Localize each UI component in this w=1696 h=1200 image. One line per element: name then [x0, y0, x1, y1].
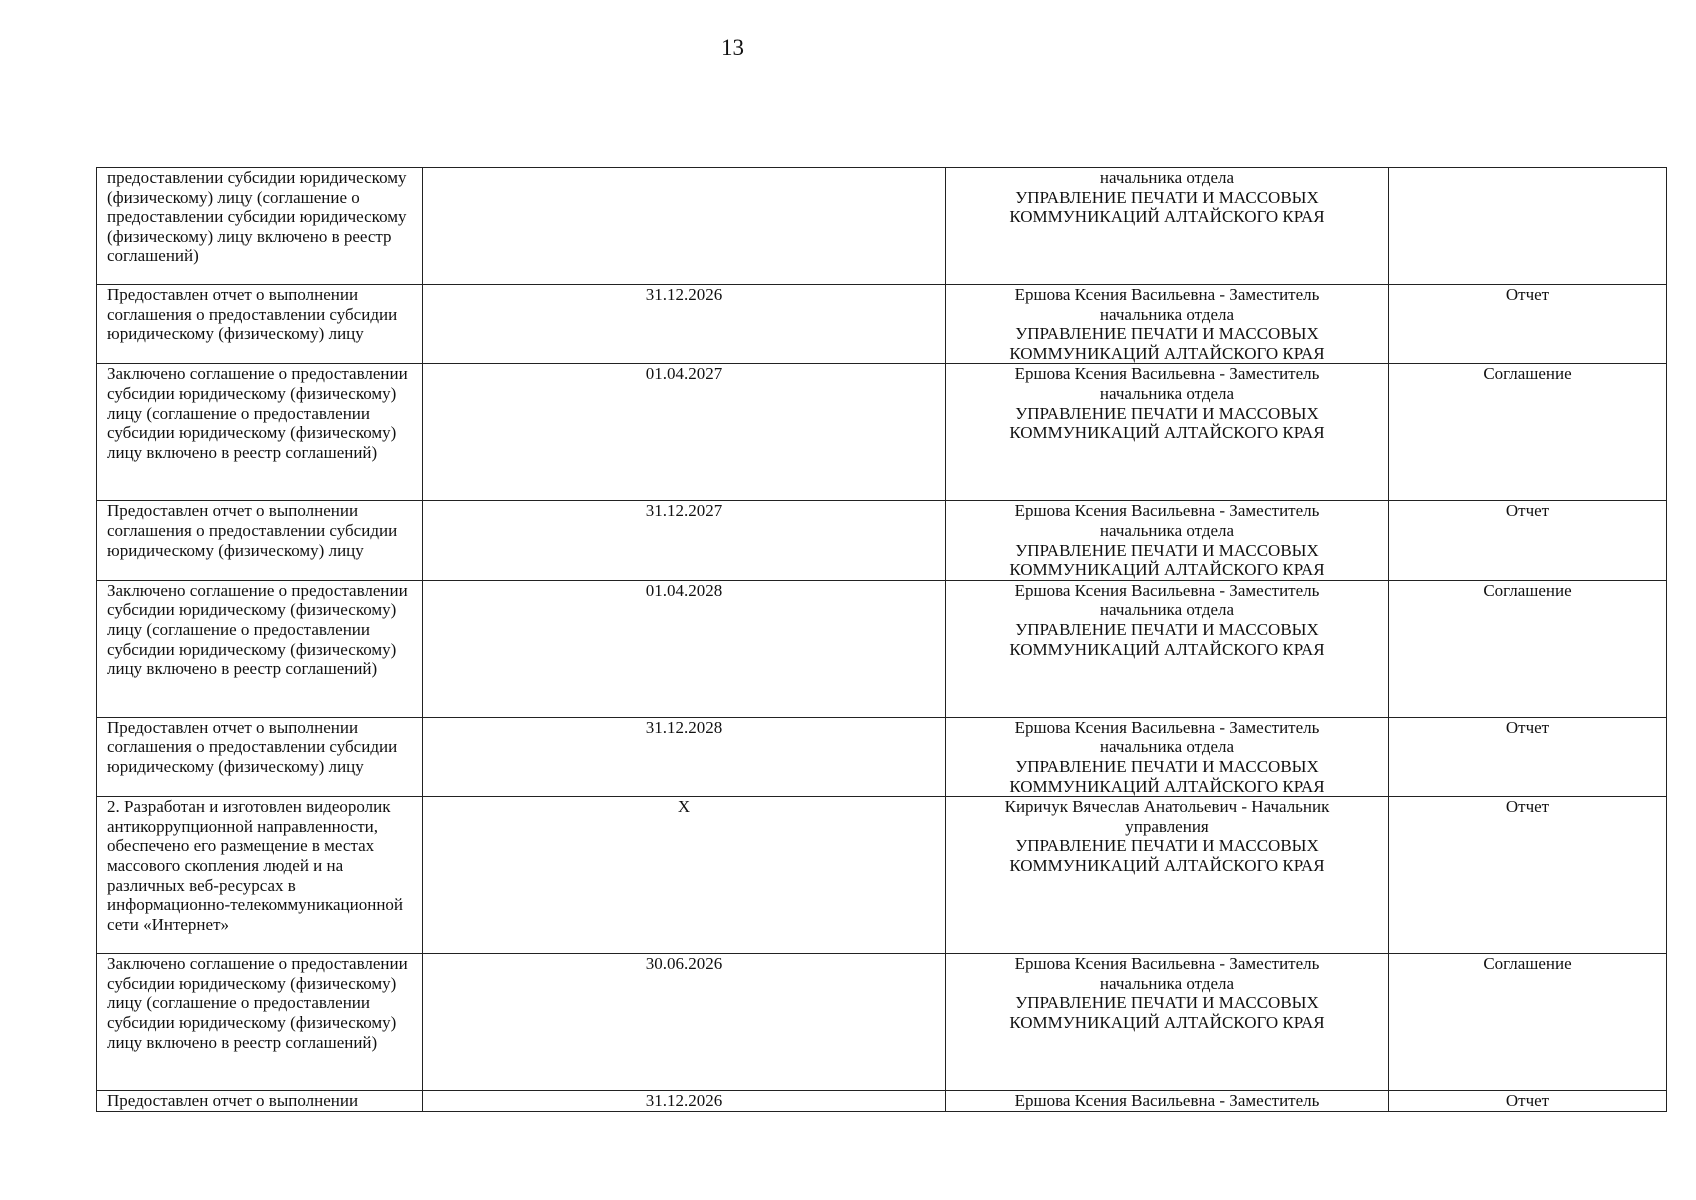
responsible-cell	[946, 1091, 1389, 1112]
responsible-cell	[946, 717, 1389, 796]
responsible-name: Киричук Вячеслав Анатольевич - Начальник	[1004, 797, 1330, 817]
document-cell: Отчет	[1389, 797, 1667, 954]
responsible-cell	[946, 580, 1389, 717]
event-cell: предоставлении субсидии юридическому (физическому) лицу (соглашение о предоставлении субсидии юридическому (физическому) лицу включено в реестр соглашений)	[97, 168, 423, 285]
responsible-name: Ершова Ксения Васильевна - Заместитель	[1014, 501, 1320, 521]
responsible-position: начальника отдела	[1099, 600, 1235, 620]
date-cell: 01.04.2028	[423, 580, 946, 717]
event-cell: Предоставлен отчет о выполнении соглашения о предоставлении субсидии юридическому (физическому) лицу	[97, 501, 423, 580]
date-cell: 30.06.2026	[423, 954, 946, 1091]
responsible-cell	[946, 501, 1389, 580]
responsible-name: Ершова Ксения Васильевна - Заместитель	[1014, 954, 1320, 974]
responsible-cell	[946, 168, 1389, 285]
table-row	[97, 797, 1667, 954]
responsible-name: Ершова Ксения Васильевна - Заместитель	[1014, 285, 1320, 304]
table-row	[97, 364, 1667, 501]
table-row	[97, 717, 1667, 796]
document-cell: Соглашение	[1389, 580, 1667, 717]
responsible-position: начальника отдела	[1099, 383, 1235, 403]
schedule-table	[96, 167, 1667, 1112]
responsible-position: начальника отдела	[1099, 168, 1235, 187]
responsible-cell	[946, 364, 1389, 501]
organization-name: УПРАВЛЕНИЕ ПЕЧАТИ И МАССОВЫХ КОММУНИКАЦИЙ АЛТАЙСКОГО КРАЯ	[1009, 540, 1325, 580]
responsible-cell	[946, 797, 1389, 954]
event-cell: Предоставлен отчет о выполнении соглашения о предоставлении субсидии юридическому (физическому) лицу	[97, 285, 423, 364]
event-cell: Предоставлен отчет о выполнении	[97, 1091, 423, 1112]
table-row	[97, 1091, 1667, 1112]
responsible-name: Ершова Ксения Васильевна - Заместитель	[1014, 1091, 1320, 1111]
table-row	[97, 285, 1667, 364]
document-cell: Отчет	[1389, 717, 1667, 796]
table-row	[97, 580, 1667, 717]
organization-name: УПРАВЛЕНИЕ ПЕЧАТИ И МАССОВЫХ КОММУНИКАЦИЙ АЛТАЙСКОГО КРАЯ	[1009, 324, 1325, 363]
organization-name: УПРАВЛЕНИЕ ПЕЧАТИ И МАССОВЫХ КОММУНИКАЦИЙ АЛТАЙСКОГО КРАЯ	[1009, 403, 1325, 443]
responsible-position: начальника отдела	[1099, 304, 1235, 324]
organization-name: УПРАВЛЕНИЕ ПЕЧАТИ И МАССОВЫХ КОММУНИКАЦИЙ АЛТАЙСКОГО КРАЯ	[1009, 187, 1325, 227]
date-cell: 01.04.2027	[423, 364, 946, 501]
organization-name: УПРАВЛЕНИЕ ПЕЧАТИ И МАССОВЫХ КОММУНИКАЦИЙ АЛТАЙСКОГО КРАЯ	[1009, 836, 1325, 875]
document-cell: Соглашение	[1389, 364, 1667, 501]
table-row	[97, 501, 1667, 580]
event-cell: Предоставлен отчет о выполнении соглашения о предоставлении субсидии юридическому (физическому) лицу	[97, 717, 423, 796]
responsible-position: управления	[1125, 816, 1209, 836]
table-row	[97, 954, 1667, 1091]
organization-name: УПРАВЛЕНИЕ ПЕЧАТИ И МАССОВЫХ КОММУНИКАЦИЙ АЛТАЙСКОГО КРАЯ	[1009, 756, 1325, 796]
event-cell: Заключено соглашение о предоставлении субсидии юридическому (физическому) лицу (соглашение о предоставлении субсидии юридическому (физическому) лицу включено в реестр соглашений)	[97, 364, 423, 501]
organization-name: УПРАВЛЕНИЕ ПЕЧАТИ И МАССОВЫХ КОММУНИКАЦИЙ АЛТАЙСКОГО КРАЯ	[1009, 993, 1325, 1032]
document-cell: Отчет	[1389, 501, 1667, 580]
event-cell: Заключено соглашение о предоставлении субсидии юридическому (физическому) лицу (соглашение о предоставлении субсидии юридическому (физическому) лицу включено в реестр соглашений)	[97, 580, 423, 717]
responsible-cell	[946, 954, 1389, 1091]
date-cell: 31.12.2026	[423, 285, 946, 364]
date-cell: 31.12.2028	[423, 717, 946, 796]
responsible-name: Ершова Ксения Васильевна - Заместитель	[1014, 364, 1320, 384]
table-row	[97, 168, 1667, 285]
responsible-position: начальника отдела	[1099, 520, 1235, 540]
document-cell	[1389, 168, 1667, 285]
date-cell: X	[423, 797, 946, 954]
responsible-position: начальника отдела	[1099, 973, 1235, 993]
date-cell: 31.12.2027	[423, 501, 946, 580]
page-number: 13	[721, 35, 744, 60]
organization-name: УПРАВЛЕНИЕ ПЕЧАТИ И МАССОВЫХ КОММУНИКАЦИЙ АЛТАЙСКОГО КРАЯ	[1009, 619, 1325, 659]
responsible-cell	[946, 285, 1389, 364]
document-cell: Соглашение	[1389, 954, 1667, 1091]
date-cell	[423, 168, 946, 285]
document-cell: Отчет	[1389, 1091, 1667, 1112]
responsible-name: Ершова Ксения Васильевна - Заместитель	[1014, 717, 1320, 737]
event-cell: 2. Разработан и изготовлен видеоролик антикоррупционной направленности, обеспечено его размещение в местах массового скопления людей и на различных веб-ресурсах в информационно-телекоммуникационной сети «Интернет»	[97, 797, 423, 954]
document-cell: Отчет	[1389, 285, 1667, 364]
responsible-name: Ершова Ксения Васильевна - Заместитель	[1014, 580, 1320, 600]
event-cell: Заключено соглашение о предоставлении субсидии юридическому (физическому) лицу (соглашение о предоставлении субсидии юридическому (физическому) лицу включено в реестр соглашений)	[97, 954, 423, 1091]
responsible-position: начальника отдела	[1099, 737, 1235, 757]
date-cell: 31.12.2026	[423, 1091, 946, 1112]
